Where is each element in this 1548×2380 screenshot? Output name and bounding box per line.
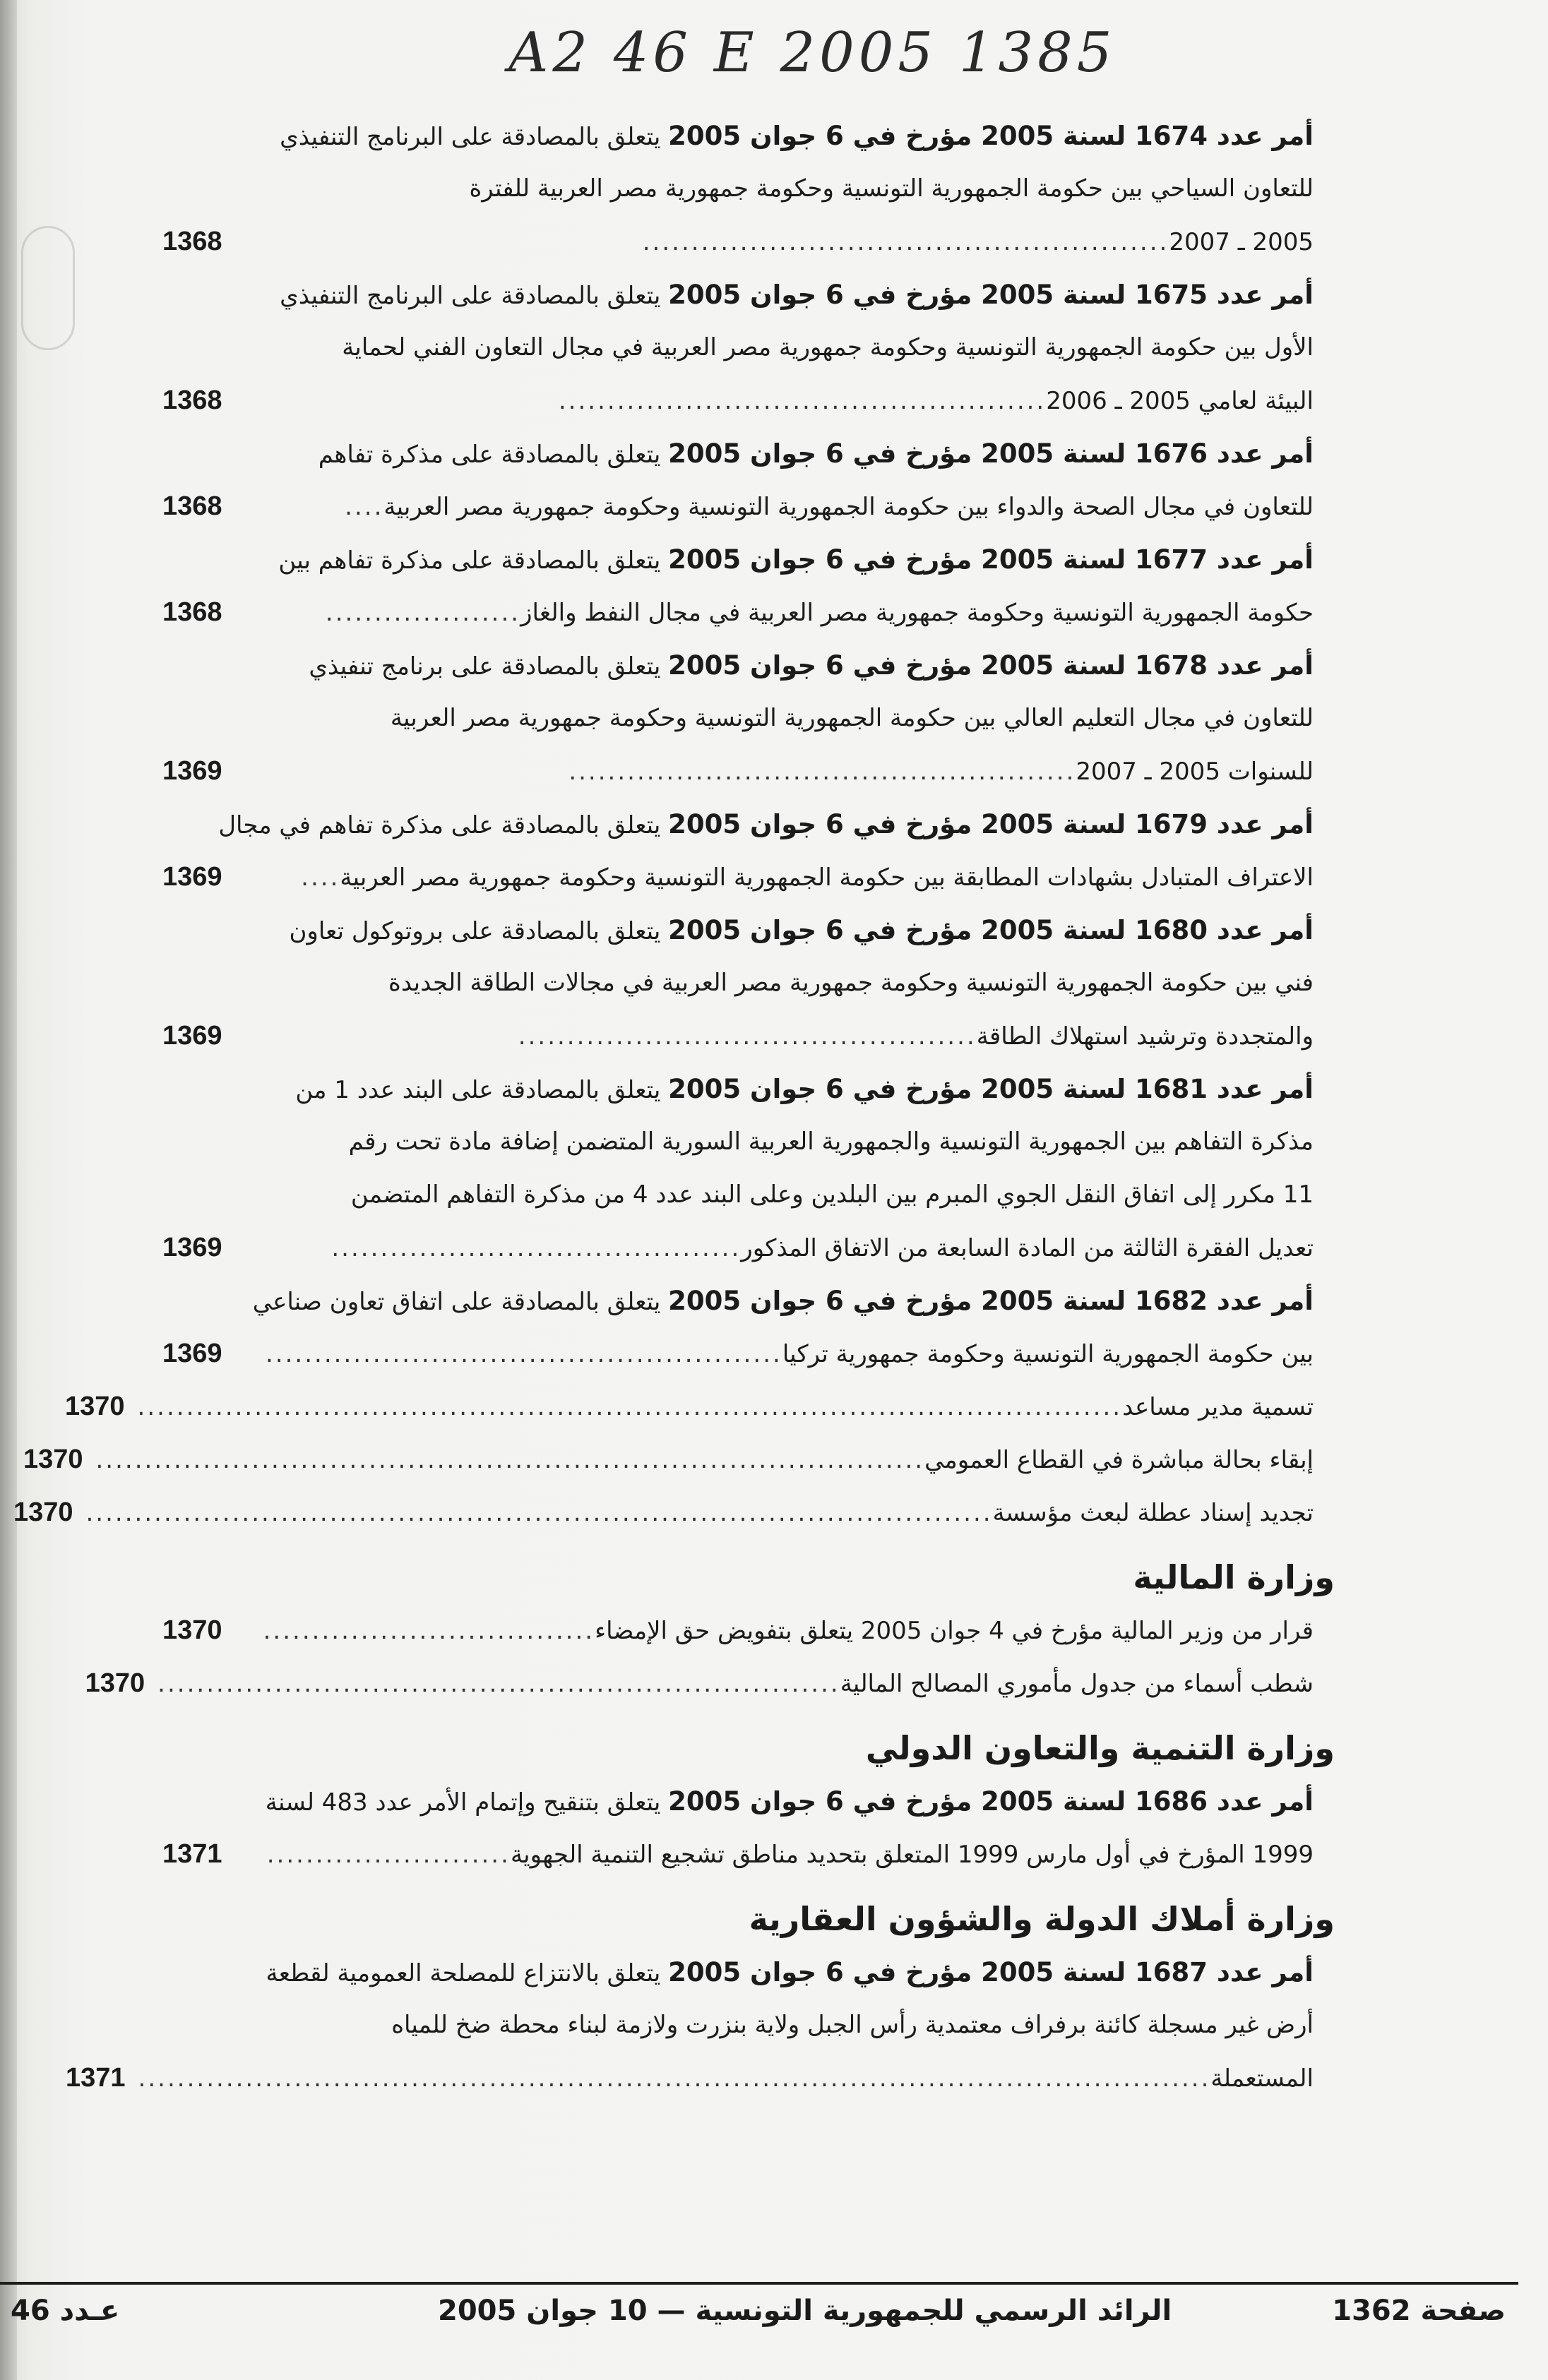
line-text: يتعلق بالمصادقة على اتفاق تعاون صناعي [252,1288,669,1316]
toc-line [162,162,1314,215]
toc-line [162,745,1314,798]
decree-number: أمر عدد 1678 لسنة 2005 مؤرخ في 6 جوان 2005 [668,650,1314,681]
line-text: يتعلق بالمصادقة على مذكرة تفاهم في مجال [218,811,669,839]
line-text: والمتجددة وترشيد استهلاك الطاقة [976,1022,1314,1051]
decree-number: أمر عدد 1676 لسنة 2005 مؤرخ في 6 جوان 2005 [668,438,1314,469]
page-number: 1370 [65,1392,125,1421]
page-number: 1369 [162,862,222,892]
line-text: أرض غير مسجلة كائنة برفراف معتمدية رأس الجبل ولاية بنزرت ولازمة لبناء محطة ضخ للمياه [391,2011,1314,2039]
leader-dots: .... [345,493,384,521]
line-text: شطب أسماء من جدول مأموري المصالح المالية [840,1670,1314,1698]
toc-line [162,1604,1314,1657]
line-text: يتعلق بالمصادقة على مذكرة تفاهم [318,441,669,469]
footer-publication-title: الرائد الرسمي للجمهورية التونسية — 10 جوان 2005 [438,2295,1172,2327]
leader-dots: .................... [325,599,521,627]
leader-dots: ...................................................................... [157,1670,840,1698]
line-text: للسنوات 2005 ـ 2007 [1076,758,1314,786]
leader-dots: .................................. [263,1617,595,1645]
line-text: قرار من وزير المالية مؤرخ في 4 جوان 2005 يتعلق بتفويض حق الإمضاء [595,1617,1314,1645]
leader-dots: .......................................... [331,1234,742,1262]
page-number: 1368 [162,385,222,415]
line-text: يتعلق بالمصادقة على البند عدد 1 من [295,1076,669,1104]
leader-dots: ......................... [266,1841,511,1869]
footer-page-number: صفحة 1362 [1332,2295,1506,2327]
toc-line [162,692,1314,745]
toc-line [162,904,1314,957]
line-text: 2005 ـ 2007 [1169,228,1314,256]
line-text: بين حكومة الجمهورية التونسية وحكومة جمهورية تركيا [782,1340,1314,1368]
toc-line [162,1116,1314,1168]
page-number: 1369 [162,1233,222,1262]
toc-line [162,374,1314,427]
page-number: 1370 [162,1615,222,1645]
page-number: 1368 [162,227,222,256]
decree-number: أمر عدد 1682 لسنة 2005 مؤرخ في 6 جوان 2005 [668,1286,1314,1316]
line-text: 11 مكرر إلى اتفاق النقل الجوي المبرم بين البلدين وعلى البند عدد 4 من مذكرة التفاهم المتضمن [350,1180,1314,1209]
footer-issue-number: عـدد 46 [11,2295,120,2327]
line-text: تعديل الفقرة الثالثة من المادة السابعة من الاتفاق المذكور [741,1234,1314,1262]
line-text: 1999 المؤرخ في أول مارس 1999 المتعلق بتحديد مناطق تشجيع التنمية الجهوية [510,1841,1314,1869]
faded-stamp [21,226,75,350]
scan-binding-edge [0,0,17,2380]
line-text: البيئة لعامي 2005 ـ 2006 [1046,387,1314,415]
page-number: 1369 [162,1339,222,1368]
page-number: 1368 [162,597,222,627]
toc-line [162,1775,1314,1828]
toc-line [65,1380,1314,1433]
line-text: حكومة الجمهورية التونسية وحكومة جمهورية مصر العربية في مجال النفط والغاز [520,599,1314,627]
line-text: يتعلق بالمصادقة على بروتوكول تعاون [289,917,669,945]
decree-number: أمر عدد 1674 لسنة 2005 مؤرخ في 6 جوان 2005 [668,121,1314,151]
leader-dots: .... [301,863,340,892]
toc-line [162,533,1314,586]
toc-line [162,480,1314,533]
toc-line [162,1221,1314,1274]
line-text: يتعلق بتنقيح وإتمام الأمر عدد 483 لسنة [265,1788,669,1817]
toc-line [85,1657,1314,1710]
line-text: تجديد إسناد عطلة لبعث مؤسسة [992,1499,1314,1527]
toc-line [162,1828,1314,1881]
toc-line [162,1999,1314,2052]
toc-line [162,1946,1314,1999]
page-number: 1369 [162,1021,222,1051]
line-text: الاعتراف المتبادل بشهادات المطابقة بين حكومة الجمهورية التونسية وحكومة جمهورية مصر العربية [340,863,1314,892]
toc-line [66,2052,1314,2105]
toc-line [13,1486,1314,1539]
leader-dots: .................................................... [568,758,1076,786]
section-heading: وزارة أملاك الدولة والشؤون العقارية [749,1900,1335,1938]
toc-line [162,1327,1314,1380]
toc-line [162,268,1314,321]
leader-dots: ..................................................... [266,1340,782,1368]
toc-line [162,427,1314,480]
toc-line [162,639,1314,692]
toc-line [162,1063,1314,1116]
toc-line [162,1010,1314,1063]
page-footer [0,2295,1548,2344]
page-number: 1370 [13,1497,73,1527]
line-text: إبقاء بحالة مباشرة في القطاع العمومي [924,1446,1314,1474]
leader-dots: ..................................................................................... [95,1446,925,1474]
leader-dots: .................................................. [558,387,1047,415]
leader-dots: ..................................................................................................... [137,1393,1123,1421]
section-heading: وزارة التنمية والتعاون الدولي [865,1729,1335,1767]
section-heading: وزارة المالية [1133,1558,1335,1596]
handwritten-note: A2 46 E 2005 1385 [508,21,1117,85]
leader-dots: ............................................... [518,1022,977,1051]
decree-number: أمر عدد 1686 لسنة 2005 مؤرخ في 6 جوان 2005 [668,1786,1314,1817]
toc-line [23,1433,1314,1486]
line-text: فني بين حكومة الجمهورية التونسية وحكومة جمهورية مصر العربية في مجالات الطاقة الجديدة [388,969,1314,997]
page-number: 1371 [162,1839,222,1869]
page-number: 1370 [85,1668,145,1698]
toc-line [162,851,1314,904]
line-text: للتعاون السياحي بين حكومة الجمهورية التونسية وحكومة جمهورية مصر العربية للفترة [469,174,1314,203]
leader-dots: ...................................................... [642,228,1169,256]
toc-line [162,586,1314,639]
toc-line [162,215,1314,268]
line-text: يتعلق بالمصادقة على البرنامج التنفيذي [280,282,669,310]
line-text: للتعاون في مجال الصحة والدواء بين حكومة الجمهورية التونسية وحكومة جمهورية مصر العربية [383,493,1314,521]
page-number: 1370 [23,1445,83,1474]
line-text: يتعلق بالمصادقة على برنامج تنفيذي [309,652,669,681]
decree-number: أمر عدد 1680 لسنة 2005 مؤرخ في 6 جوان 2005 [668,915,1314,945]
toc-line [162,321,1314,374]
toc-line [162,957,1314,1010]
toc-line [162,109,1314,162]
line-text: يتعلق بالمصادقة على مذكرة تفاهم بين [278,546,669,575]
leader-dots: ............................................................................................. [85,1499,993,1527]
decree-number: أمر عدد 1677 لسنة 2005 مؤرخ في 6 جوان 2005 [668,544,1314,575]
decree-number: أمر عدد 1675 لسنة 2005 مؤرخ في 6 جوان 2005 [668,280,1314,310]
line-text: يتعلق بالمصادقة على البرنامج التنفيذي [280,123,669,151]
line-text: تسمية مدير مساعد [1122,1393,1314,1421]
decree-number: أمر عدد 1687 لسنة 2005 مؤرخ في 6 جوان 2005 [668,1957,1314,1987]
line-text: للتعاون في مجال التعليم العالي بين حكومة الجمهورية التونسية وحكومة جمهورية مصر العربية [390,704,1314,732]
footer-rule [0,2282,1518,2285]
leader-dots: .............................................................................................................. [138,2064,1211,2093]
line-text: المستعملة [1210,2064,1314,2093]
toc-line [162,1168,1314,1221]
toc-line [162,1274,1314,1327]
decree-number: أمر عدد 1681 لسنة 2005 مؤرخ في 6 جوان 2005 [668,1074,1314,1104]
line-text: يتعلق بالانتزاع للمصلحة العمومية لقطعة [266,1959,669,1987]
table-of-contents [13,109,1335,2105]
page-number: 1369 [162,756,222,786]
toc-line [162,798,1314,851]
line-text: مذكرة التفاهم بين الجمهورية التونسية والجمهورية العربية السورية المتضمن إضافة مادة تحت رقم [348,1128,1314,1156]
decree-number: أمر عدد 1679 لسنة 2005 مؤرخ في 6 جوان 2005 [668,809,1314,839]
page-number: 1368 [162,491,222,521]
page-number: 1371 [66,2063,126,2093]
line-text: الأول بين حكومة الجمهورية التونسية وحكومة جمهورية مصر العربية في مجال التعاون الفني لحماية [342,333,1314,361]
